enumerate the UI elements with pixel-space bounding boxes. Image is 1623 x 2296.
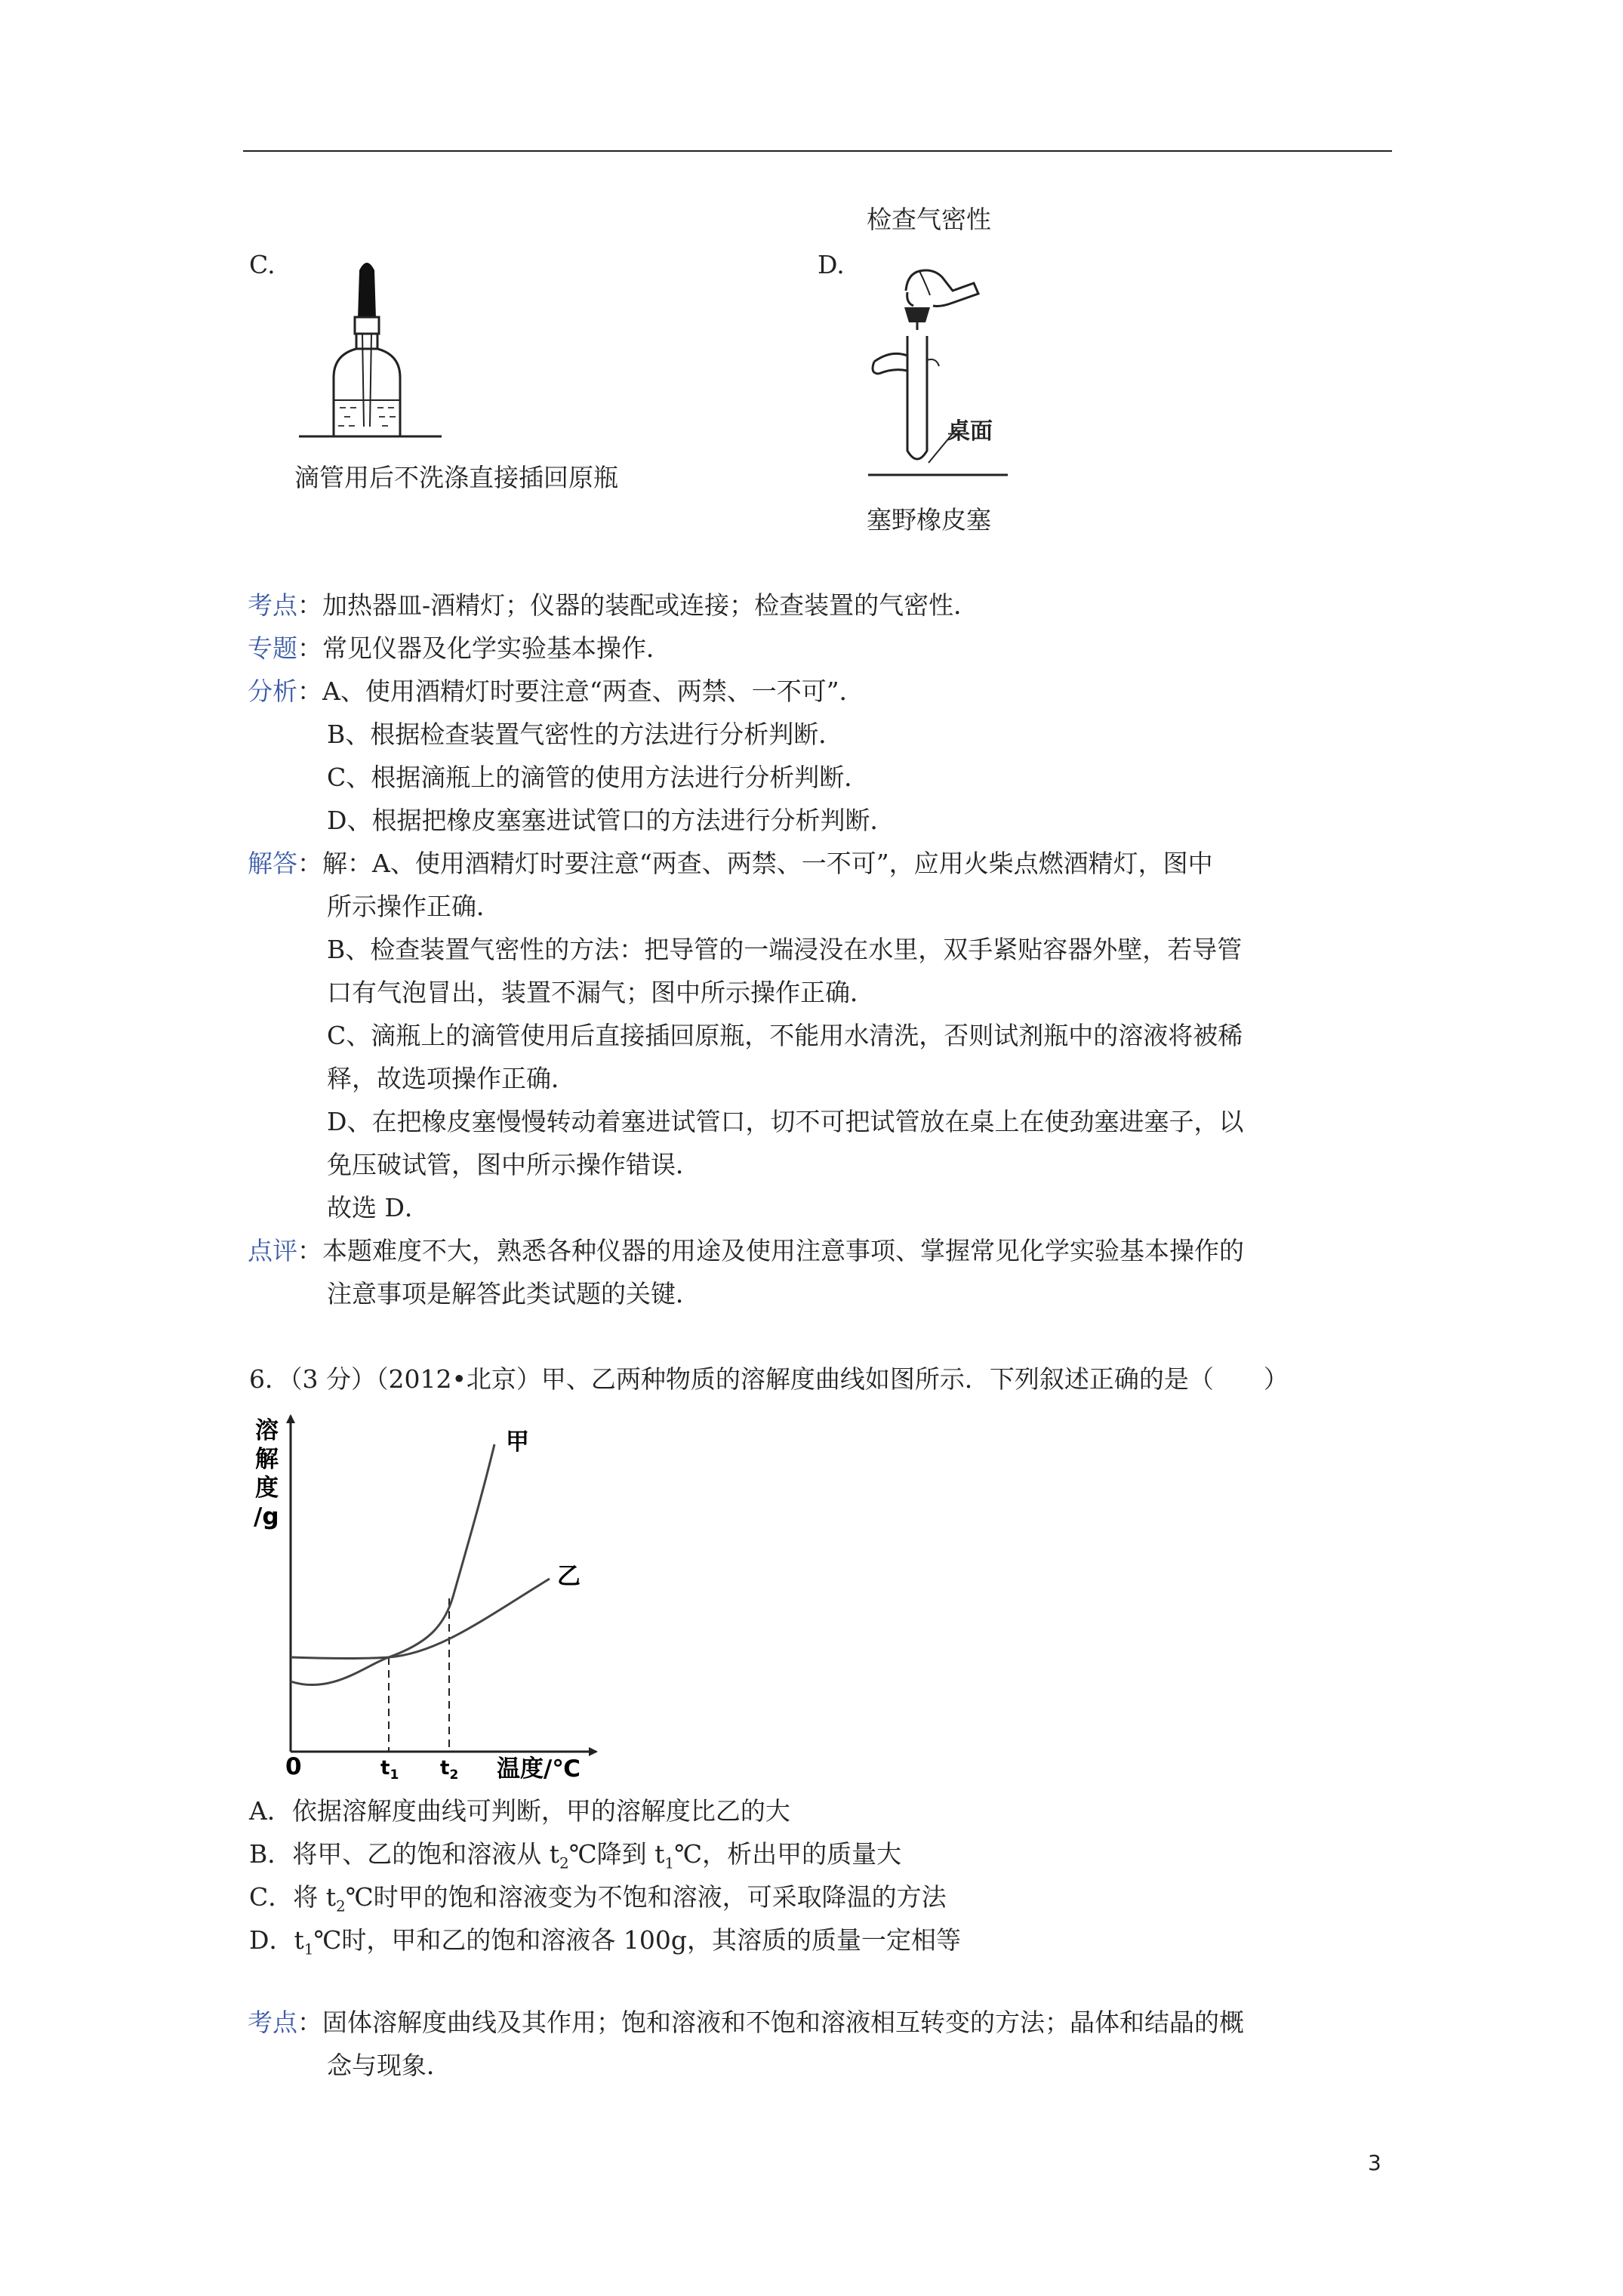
q6-kaodian-1: ：固体溶解度曲线及其作用；饱和溶液和不饱和溶液相互转变的方法；晶体和结晶的概 [297,2008,1244,2037]
zhuanti-row [248,627,671,670]
figure-d-caption: 塞野橡皮塞 [867,505,991,535]
jieda-d2: 免压破试管，图中所示操作错误． [327,1150,701,1179]
dianping-row [248,1229,1244,1273]
jieda-row [248,842,1213,886]
y-label-char-2: 解 [255,1446,279,1473]
fenxi-label: 分析 [248,676,297,706]
kaodian-label: 考点 [248,590,297,620]
q6-kaodian-label: 考点 [248,2008,297,2037]
zhuanti-text: ：常见仪器及化学实验基本操作． [297,633,671,663]
figure-c-letter: C. [249,250,276,279]
desk-label: 桌面 [947,418,993,445]
jieda-b1: B、检查装置气密性的方法：把导管的一端浸没在水里，双手紧贴容器外壁，若导管 [327,935,1243,964]
jieda-label: 解答 [248,849,297,878]
jieda-c2: 释，故选项操作正确． [327,1064,576,1093]
jieda-a2: 所示操作正确． [327,892,501,921]
y-label-char-1: 溶 [255,1417,279,1444]
series-jia-curve [291,1444,494,1685]
fenxi-b: B、根据检查装置气密性的方法进行分析判断． [327,720,844,749]
figure-d-title: 检查气密性 [867,205,991,234]
x-tick-t1: $t_1$ [380,1757,399,1783]
q6-option-d: D．$t_1℃$时，甲和乙的饱和溶液各 100g，其溶质的质量一定相等 [249,1925,961,1959]
dianping-2: 注意事项是解答此类试题的关键． [327,1279,701,1308]
header-rule [243,150,1392,152]
origin-label: 0 [285,1753,302,1780]
fenxi-row [248,670,864,713]
q6-option-a: A．依据溶解度曲线可判断，甲的溶解度比乙的大 [249,1796,790,1826]
y-label-char-3: 度 [255,1475,279,1502]
series-yi-label: 乙 [557,1563,581,1590]
jieda-answer: 故选 D． [327,1193,430,1222]
test-tube-stopper-illustration [861,260,1012,479]
x-tick-t2: $t_2$ [440,1757,459,1783]
fenxi-a: ：A、使用酒精灯时要注意“两查、两禁、一不可”． [297,676,864,706]
x-axis-label: 温度/℃ [497,1755,581,1783]
series-jia-label: 甲 [506,1428,529,1456]
solubility-chart [242,1401,634,1786]
dropper-bottle-illustration [294,257,445,445]
figure-d-letter: D. [818,250,845,279]
jieda-b2: 口有气泡冒出，装置不漏气；图中所示操作正确． [327,978,875,1007]
fenxi-d: D、根据把橡皮塞塞进试管口的方法进行分析判断． [327,806,895,835]
q6-kaodian-row [248,2001,1244,2045]
dianping-1: ：本题难度不大，熟悉各种仪器的用途及使用注意事项、掌握常见化学实验基本操作的 [297,1236,1244,1265]
jieda-a1: ：解：A、使用酒精灯时要注意“两查、两禁、一不可”，应用火柴点燃酒精灯，图中 [297,849,1213,878]
jieda-d1: D、在把橡皮塞慢慢转动着塞进试管口，切不可把试管放在桌上在使劲塞进塞子，以 [327,1107,1244,1136]
q6-stem: 6．（3 分）（2012•北京）甲、乙两种物质的溶解度曲线如图所示．下列叙述正确的是（ ） [249,1364,1289,1394]
figure-c-caption: 滴管用后不洗涤直接插回原瓶 [294,463,618,492]
jieda-c1: C、滴瓶上的滴管使用后直接插回原瓶，不能用水清洗，否则试剂瓶中的溶液将被稀 [327,1021,1243,1050]
fenxi-c: C、根据滴瓶上的滴管的使用方法进行分析判断． [327,763,870,792]
series-yi-curve [291,1579,550,1659]
dianping-label: 点评 [248,1236,297,1265]
zhuanti-label: 专题 [248,633,297,663]
q6-option-b: B．将甲、乙的饱和溶液从 $t_2℃$降到 $t_1℃$，析出甲的质量大 [249,1839,902,1872]
q6-kaodian-2: 念与现象． [327,2051,451,2080]
y-label-char-4: /g [254,1503,279,1530]
page-number: 3 [1368,2150,1381,2175]
kaodian-text: ：加热器皿-酒精灯；仪器的装配或连接；检查装置的气密性． [297,590,979,620]
q6-option-c: C．将 $t_2℃$时甲的饱和溶液变为不饱和溶液，可采取降温的方法 [249,1882,947,1915]
kaodian-row [248,584,978,627]
